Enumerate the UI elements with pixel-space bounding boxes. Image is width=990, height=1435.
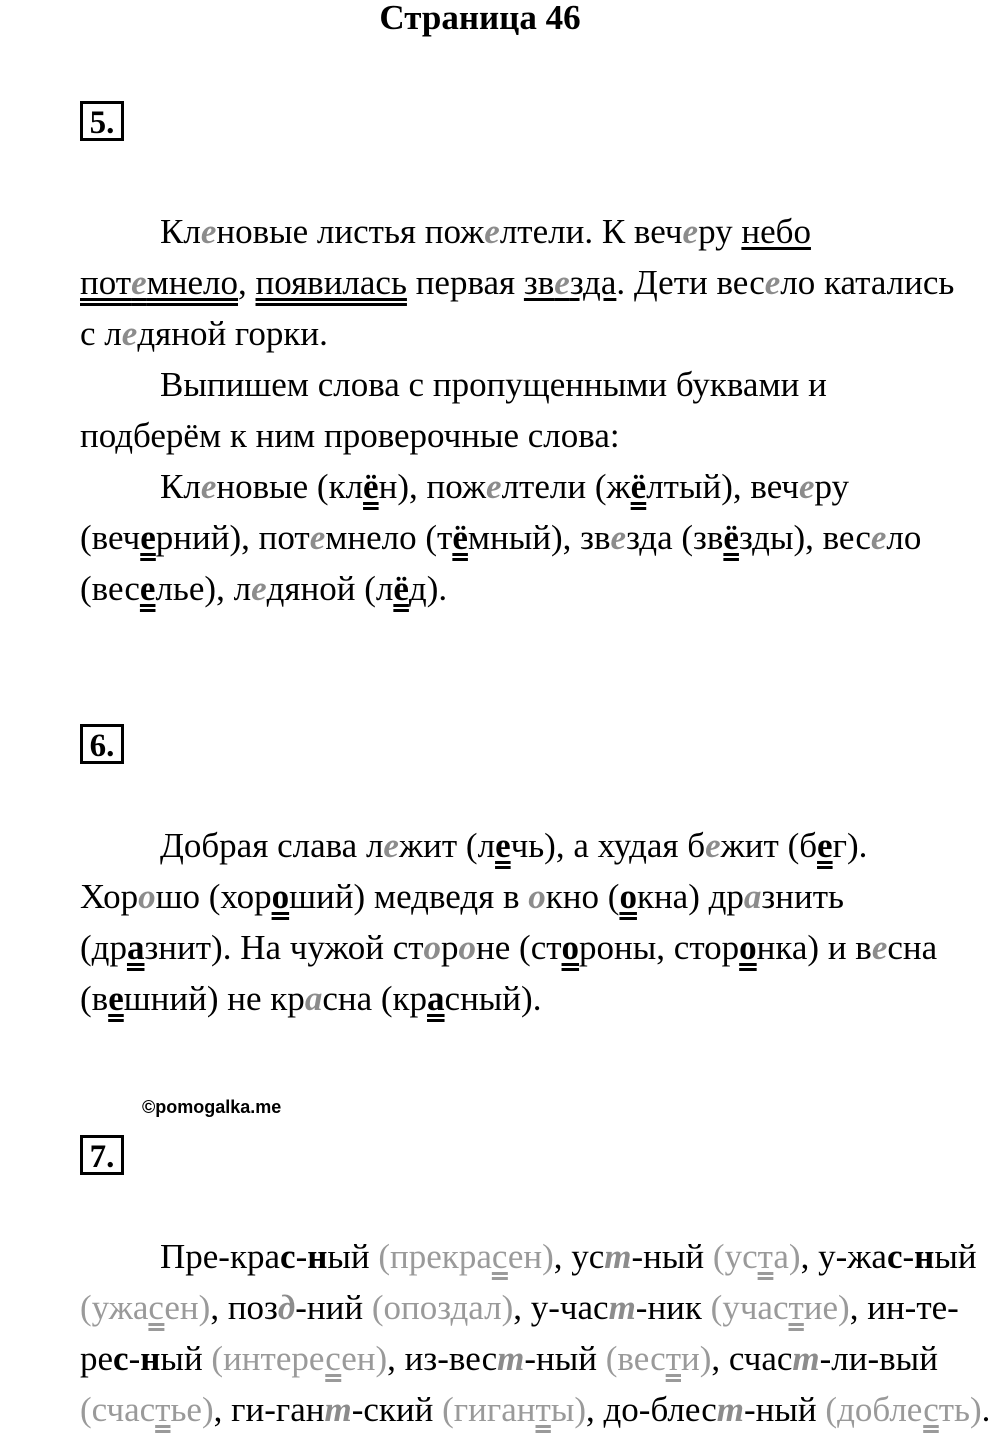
- task-number-7: 7.: [80, 1135, 124, 1175]
- watermark: ©pomogalka.me: [142, 1097, 282, 1117]
- task-7-text: Пре-крас-ный (прекрасен), уст-ный (уста), у-жас-ный (ужасен), позд-ний (опоздал), у-част-ник (участие), ин-те- рес-ный (интересен), из-вест-ный (вести), счаст-ли-вый (счастье), ги-гант-ский (гиганты), до-блест-ный (доблесть).: [80, 1237, 990, 1429]
- task-6-text: Добрая слава лежит (лечь), а худая бежит (бег). Хорошо (хороший) медведя в окно (окна) дразнить (дразнит). На чужой стороне (стороны, сторонка) и весна (вешний) не красна (красный).: [80, 826, 938, 1018]
- page-title: Страница 46: [379, 0, 581, 37]
- task-5-text: Кленовые листья пожелтели. К вечеру небо потемнело, появилась первая звезда. Дети весело катались с ледяной горки. Выпишем слова с пропущенными буквами и подберём к ним проверочные слова: Кленовые (клён), пожелтели (жёлтый), вечеру (вечерний), потемнело (тёмный), звезда (звёзды), весело (веселье), ледяной (лёд).: [80, 212, 955, 608]
- task-number-5: 5.: [80, 101, 124, 141]
- task-number-6: 6.: [80, 724, 124, 764]
